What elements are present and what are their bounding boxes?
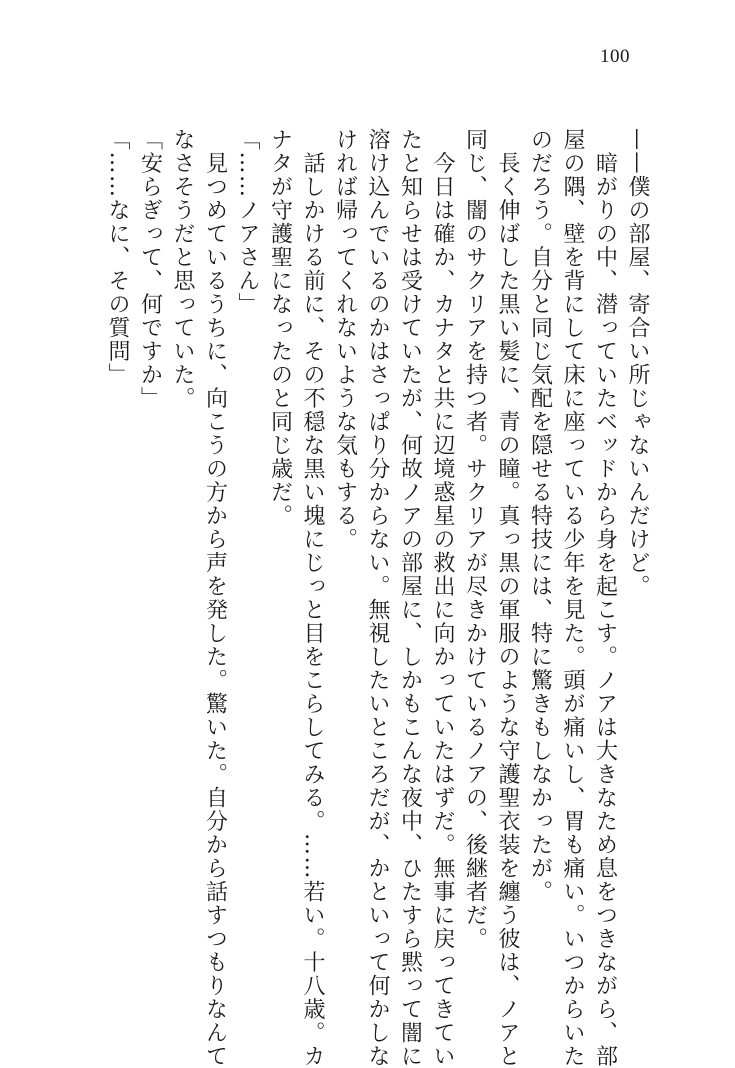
text-line: 「……なに、その質問」	[105, 128, 130, 387]
text-line: 今日は確か、カナタと共に辺境惑星の救出に向かっていたはずだ。無事に戻ってきてい	[430, 128, 455, 1068]
body-text	[105, 128, 653, 1068]
text-line: ければ帰ってくれないような気もする。	[332, 128, 358, 551]
text-line: なさそうだと思っていた。	[170, 128, 195, 410]
text-line: 話しかける前に、その不穏な黒い塊にじっと目をこらしてみる。……若い。十八歳。カ	[300, 128, 325, 1068]
text-line: 屋の隅、壁を背にして床に座っている少年を見た。頭が痛いし、胃も痛い。いつからいた	[560, 128, 585, 1068]
text-line: たと知らせは受けていたが、何故ノアの部屋に、しかもこんな夜中、ひたすら黙って闇に	[397, 128, 423, 1068]
text-line: 溶け込んでいるのかはさっぱり分からない。無視したいところだが、かといって何かしな	[365, 128, 390, 1068]
text-line: のだろう。自分と同じ気配を隠せる特技には、特に驚きもしなかったが。	[527, 128, 553, 904]
text-line: 見つめているうちに、向こうの方から声を発した。驚いた。自分から話すつもりなんて	[202, 128, 228, 1068]
text-line: 長く伸ばした黒い髪に、青の瞳。真っ黒の軍服のような守護聖衣装を纏う彼は、ノアと	[495, 128, 520, 1068]
text-line: ——僕の部屋、寄合い所じゃないんだけど。	[625, 128, 650, 598]
page-number: 100	[600, 46, 630, 67]
text-line: 「安らぎって、何ですか」	[137, 128, 163, 410]
text-line: 暗がりの中、潜っていたベッドから身を起こす。ノアは大きなため息をつきながら、部	[592, 128, 618, 1068]
text-line: 同じ、闇のサクリアを持つ者。サクリアが尽きかけているノアの、後継者だ。	[462, 128, 488, 951]
text-line: ナタが守護聖になったのと同じ歳だ。	[267, 128, 293, 528]
text-line: 「……ノアさん」	[235, 128, 260, 316]
